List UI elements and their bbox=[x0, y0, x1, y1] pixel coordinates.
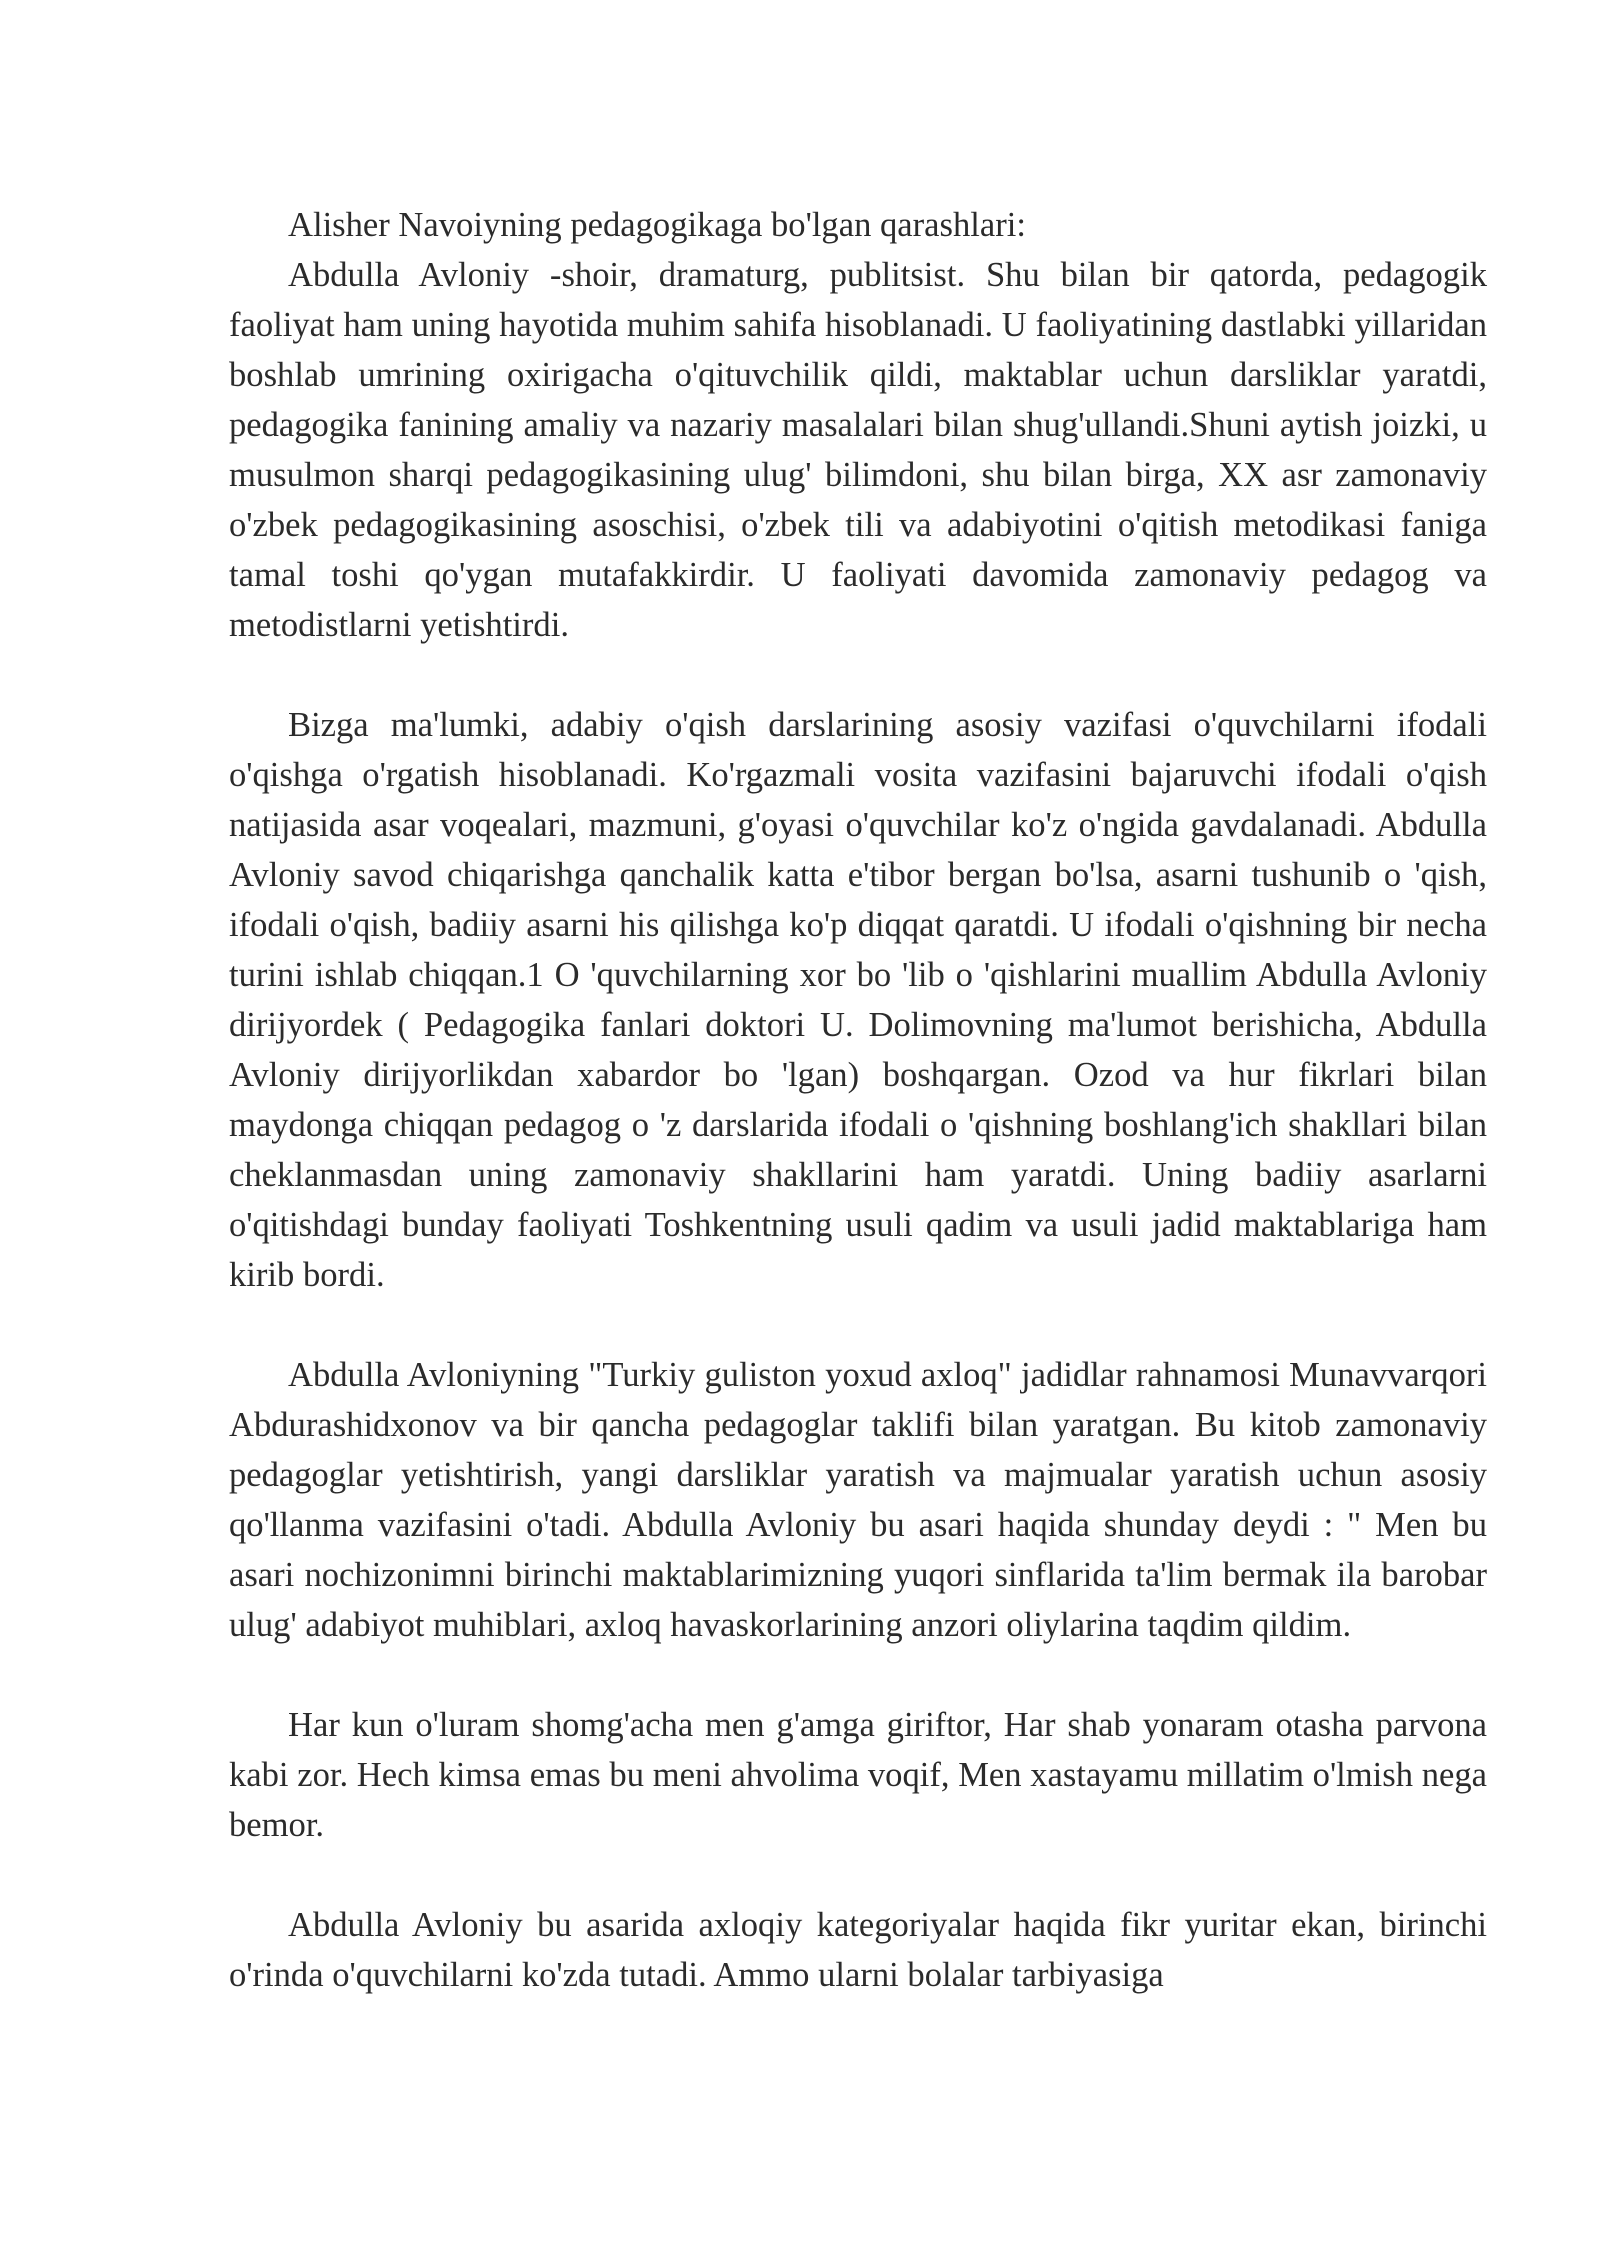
paragraph-5: Abdulla Avloniy bu asarida axloqiy kategoriyalar haqida fikr yuritar ekan, birinchi o'rinda o'quvchilarni ko'zda tutadi. Ammo ularni bolalar tarbiyasiga bbox=[229, 1906, 1487, 1994]
document-heading: Alisher Navoiyning pedagogikaga bo'lgan qarashlari: bbox=[288, 206, 1026, 244]
paragraph-1: Abdulla Avloniy -shoir, dramaturg, publitsist. Shu bilan bir qatorda, pedagogik faoliyat ham uning hayotida muhim sahifa hisoblanadi. U faoliyatining dastlabki yillaridan boshlab umrining oxirigacha o'qituvchilik qildi, maktablar uchun darsliklar yaratdi, pedagogika fanining amaliy va nazariy masalalari bilan shug'ullandi.Shuni aytish joizki, u musulmon sharqi pedagogikasining ulug' bilimdoni, shu bilan birga, XX asr zamonaviy o'zbek pedagogikasining asoschisi, o'zbek tili va adabiyotini o'qitish metodikasi faniga tamal toshi qo'ygan mutafakkirdir. U faoliyati davomida zamonaviy pedagog va metodistlarni yetishtirdi. bbox=[229, 256, 1487, 644]
document-body bbox=[229, 200, 1487, 2000]
paragraph-3: Abdulla Avloniyning "Turkiy guliston yoxud axloq" jadidlar rahnamosi Munavvarqori Abdurashidxonov va bir qancha pedagoglar taklifi bilan yaratgan. Bu kitob zamonaviy pedagoglar yetishtirish, yangi darsliklar yaratish va majmualar yaratish uchun asosiy qo'llanma vazifasini o'tadi. Abdulla Avloniy bu asari haqida shunday deydi : " Men bu asari nochizonimni birinchi maktablarimizning yuqori sinflarida ta'lim bermak ila barobar ulug' adabiyot muhiblari, axloq havaskorlarining anzori oliylarina taqdim qildim. bbox=[229, 1356, 1487, 1644]
paragraph-4: Har kun o'luram shomg'acha men g'amga giriftor, Har shab yonaram otasha parvona kabi zor. Hech kimsa emas bu meni ahvolima voqif, Men xastayamu millatim o'lmish nega bemor. bbox=[229, 1706, 1487, 1844]
paragraph-2: Bizga ma'lumki, adabiy o'qish darslarining asosiy vazifasi o'quvchilarni ifodali o'qishga o'rgatish hisoblanadi. Ko'rgazmali vosita vazifasini bajaruvchi ifodali o'qish natijasida asar voqealari, mazmuni, g'oyasi o'quvchilar ko'z o'ngida gavdalanadi. Abdulla Avloniy savod chiqarishga qanchalik katta e'tibor bergan bo'lsa, asarni tushunib o 'qish, ifodali o'qish, badiiy asarni his qilishga ko'p diqqat qaratdi. U ifodali o'qishning bir necha turini ishlab chiqqan.1 O 'quvchilarning xor bo 'lib o 'qishlarini muallim Abdulla Avloniy dirijyordek ( Pedagogika fanlari doktori U. Dolimovning ma'lumot berishicha, Abdulla Avloniy dirijyorlikdan xabardor bo 'lgan) boshqargan. Ozod va hur fikrlari bilan maydonga chiqqan pedagog o 'z darslarida ifodali o 'qishning boshlang'ich shakllari bilan cheklanmasdan uning zamonaviy shakllarini ham yaratdi. Uning badiiy asarlarni o'qitishdagi bunday faoliyati Toshkentning usuli qadim va usuli jadid maktablariga ham kirib bordi. bbox=[229, 706, 1487, 1294]
